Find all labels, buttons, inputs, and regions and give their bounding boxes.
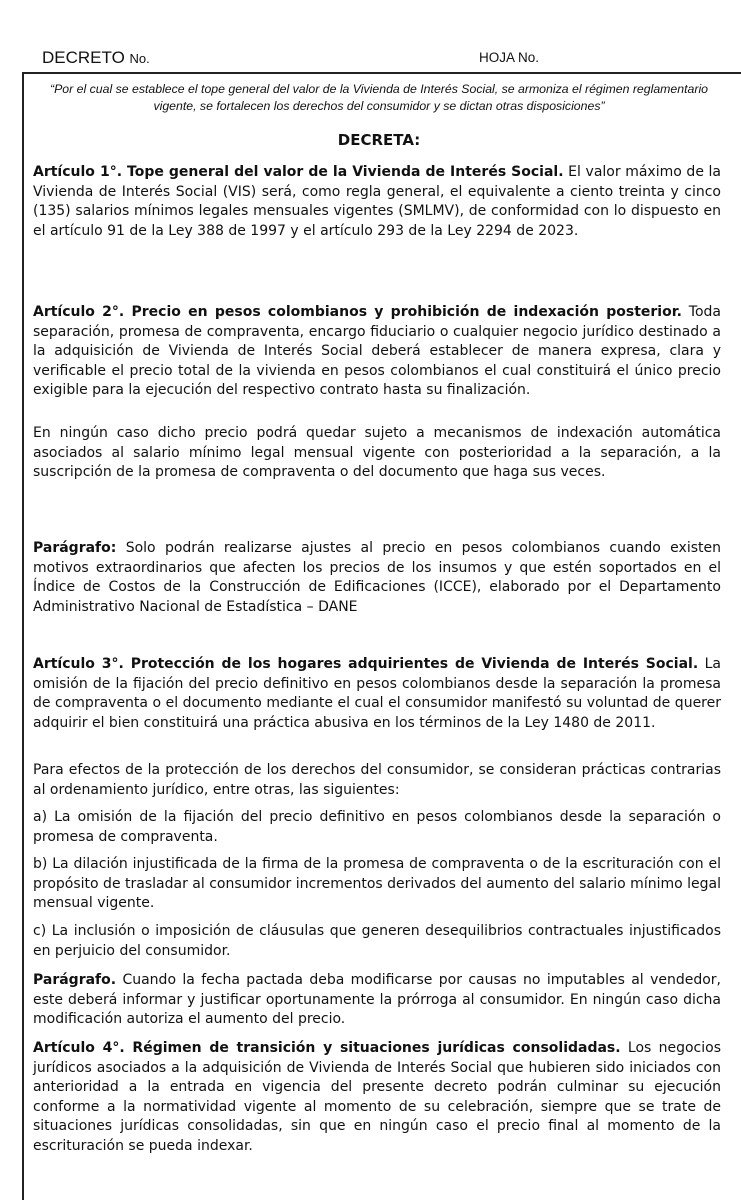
article-2-paragrafo-text: Solo podrán realizarse ajustes al precio en pesos colombianos cuando existen motivos extraordinarios que afecten los precios de los insumos y que estén soportados en el Índice de Costos de la Construcción de Edificaciones (ICCE), elaborado por el Departamento Administrativo Nacional de Estadística – DANE	[33, 540, 721, 615]
article-3-title: Artículo 3°. Protección de los hogares adquirientes de Vivienda de Interés Social.	[33, 656, 699, 672]
article-3-paragraph	[33, 655, 721, 733]
article-3-item-b	[33, 855, 721, 914]
list-item-b: b) La dilación injustificada de la firma de la promesa de compraventa o de la escrituración con el propósito de trasladar al consumidor incrementos derivados del aumento del salario mínimo legal mensual vigente.	[33, 856, 721, 911]
article-4-paragraph	[33, 1039, 721, 1156]
article-3-paragraph-2	[33, 761, 721, 800]
article-4	[33, 1039, 721, 1156]
article-2-paragrafo-paragraph	[33, 539, 721, 617]
hoja-label: HOJA No.	[479, 50, 540, 65]
list-item-a: a) La omisión de la fijación del precio definitivo en pesos colombianos desde la separación o promesa de compraventa.	[33, 809, 721, 845]
article-2	[33, 303, 721, 401]
decreto-number-label: No.	[129, 51, 150, 66]
margin-rule	[22, 72, 24, 1200]
decreta-heading: DECRETA:	[337, 131, 421, 149]
article-1-text: El valor máximo de la Vivienda de Interés Social (VIS) será, como regla general, el equivalente a ciento treinta y cinco (135) salarios mínimos legales mensuales vigentes (SMLMV), de conformidad con lo dispuesto en el artículo 91 de la Ley 388 de 1997 y el artículo 293 de la Ley 2294 de 2023.	[33, 164, 722, 239]
article-4-title: Artículo 4°. Régimen de transición y situaciones jurídicas consolidadas.	[33, 1040, 621, 1056]
document-header	[42, 48, 602, 72]
list-item-c: c) La inclusión o imposición de cláusulas que generen desequilibrios contractuales injustificados en perjuicio del consumidor.	[33, 923, 721, 959]
article-2-p2: En ningún caso dicho precio podrá quedar sujeto a mecanismos de indexación automática asociados al salario mínimo legal mensual vigente con posterioridad a la separación, a la suscripción de la promesa de compraventa o del documento que haga sus veces.	[33, 425, 721, 480]
article-3-paragrafo-text: Cuando la fecha pactada deba modificarse por causas no imputables al vendedor, este deberá informar y justificar oportunamente la prórroga al consumidor. En ningún caso dicha modificación autoriza el aumento del precio.	[33, 972, 721, 1027]
decree-subtitle: “Por el cual se establece el tope general del valor de la Vivienda de Interés Social, se armoniza el régimen reglamentario vigente, se fortalecen los derechos del consumidor y se dictan otras disposiciones”	[49, 82, 709, 113]
article-2-paragraph	[33, 303, 721, 401]
article-1	[33, 163, 721, 241]
article-3-paragrafo	[33, 971, 721, 1030]
article-3-text: La omisión de la fijación del precio definitivo en pesos colombianos desde la separación la promesa de compraventa o el documento mediante el cual el consumidor manifestó su voluntad de querer adquirir el bien constituirá una práctica abusiva en los términos de la Ley 1480 de 2011.	[33, 656, 721, 731]
article-2-paragrafo	[33, 539, 721, 617]
article-3-item-c	[33, 922, 721, 961]
article-2-paragrafo-title: Parágrafo:	[33, 540, 117, 556]
article-3-p2: Para efectos de la protección de los derechos del consumidor, se consideran prácticas contrarias al ordenamiento jurídico, entre otras, las siguientes:	[33, 762, 721, 798]
article-2-text: Toda separación, promesa de compraventa, encargo fiduciario o cualquier negocio jurídico destinado a la adquisición de Vivienda de Interés Social deberá establecer de manera expresa, clara y verificable el precio total de la vivienda en pesos colombianos el cual constituirá el único precio exigible para la ejecución del respectivo contrato hasta su finalización.	[33, 304, 721, 398]
article-3	[33, 655, 721, 733]
article-3-paragrafo-paragraph	[33, 971, 721, 1030]
article-1-paragraph	[33, 163, 721, 241]
article-1-title: Artículo 1°. Tope general del valor de la Vivienda de Interés Social.	[33, 164, 564, 180]
article-3-paragrafo-title: Parágrafo.	[33, 972, 117, 988]
article-4-text: Los negocios jurídicos asociados a la adquisición de Vivienda de Interés Social que hubieren sido iniciados con anterioridad a la entrada en vigencia del presente decreto podrán culminar su ejecución conforme a la normatividad vigente al momento de su celebración, siempre que se trate de situaciones jurídicas consolidadas, sin que en ningún caso el precio final al momento de la escrituración se pueda indexar.	[33, 1040, 722, 1154]
article-2-paragraph-2	[33, 424, 721, 483]
decreto-label: DECRETO No.	[42, 48, 150, 67]
header-rule	[22, 72, 741, 74]
article-2-title: Artículo 2°. Precio en pesos colombianos y prohibición de indexación posterior.	[33, 304, 682, 320]
article-3-item-a	[33, 808, 721, 847]
